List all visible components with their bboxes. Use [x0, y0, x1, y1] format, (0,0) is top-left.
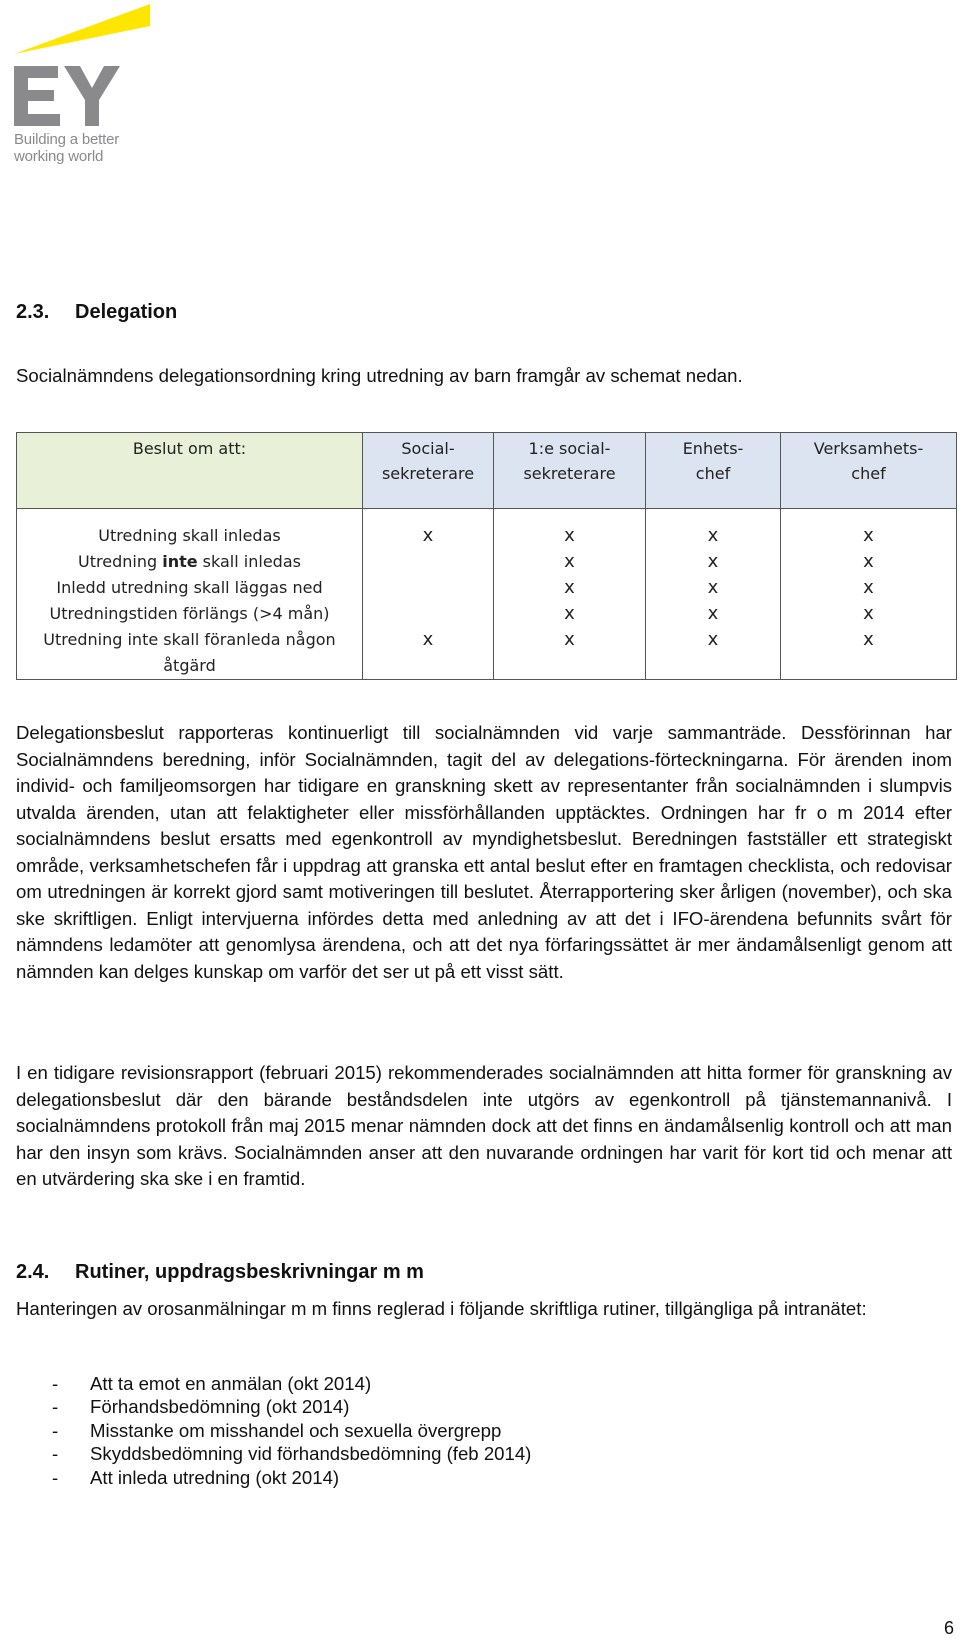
logo-tagline-line2: working world	[14, 148, 104, 165]
rutiner-intro	[16, 1296, 952, 1323]
row-cell: x	[781, 549, 957, 575]
row-cell: x	[646, 509, 781, 550]
page-number: 6	[943, 1618, 954, 1638]
logo-yellow-beam	[14, 4, 150, 54]
list-item: - Att ta emot en anmälan (okt 2014)	[52, 1373, 372, 1394]
row-cell: x	[494, 509, 646, 550]
row-cell: x	[494, 549, 646, 575]
row-cell: x	[646, 601, 781, 627]
section-title: Rutiner, uppdragsbeskrivningar m m	[75, 1261, 424, 1283]
header-decision: Beslut om att:	[17, 433, 363, 509]
row-cell	[363, 575, 494, 601]
table-row	[17, 509, 957, 550]
ey-logo	[14, 4, 164, 174]
section-number: 2.3.	[16, 301, 50, 323]
header-enhetschef: Enhets- chef	[646, 433, 781, 509]
section-heading-rutiner	[16, 1261, 424, 1284]
delegation-intro	[16, 363, 952, 390]
delegation-intro-text: Socialnämndens delegationsordning kring utredning av barn framgår av schemat nedan.	[16, 365, 743, 386]
list-item: - Misstanke om misshandel och sexuella övergrepp	[52, 1419, 502, 1441]
delegation-table	[16, 432, 957, 680]
routine-list	[52, 1372, 531, 1489]
row-cell: x	[781, 601, 957, 627]
row-cell: x	[781, 509, 957, 550]
row-label: Utredning inte skall inledas	[17, 549, 363, 575]
row-cell: x	[363, 627, 494, 680]
row-cell: x	[646, 627, 781, 680]
row-cell: x	[494, 575, 646, 601]
table-row	[17, 601, 957, 627]
table-row	[17, 549, 957, 575]
logo-tagline	[14, 131, 119, 165]
list-item: - Att inleda utredning (okt 2014)	[52, 1466, 340, 1488]
row-label: Utredning skall inledas	[17, 509, 363, 550]
row-cell: x	[646, 575, 781, 601]
row-cell: x	[494, 627, 646, 680]
delegation-paragraph-1	[16, 720, 952, 985]
header-socialsekreterare: Social- sekreterare	[363, 433, 494, 509]
table-header-row	[17, 433, 957, 509]
ey-logo-mark	[14, 4, 164, 129]
row-cell: x	[781, 575, 957, 601]
logo-tagline-line1: Building a better	[14, 131, 120, 148]
list-item: - Förhandsbedömning (okt 2014)	[52, 1396, 350, 1418]
table-row	[17, 575, 957, 601]
delegation-paragraph-2	[16, 1060, 952, 1193]
logo-letter-e	[14, 66, 60, 126]
list-item: - Skyddsbedömning vid förhandsbedömning (feb 2014)	[52, 1443, 532, 1465]
paragraph-text: Hanteringen av orosanmälningar m m finns reglerad i följande skriftliga rutiner, tillgängliga på intranätet:	[16, 1298, 867, 1319]
table-row	[17, 627, 957, 680]
section-number: 2.4.	[16, 1261, 50, 1283]
row-cell	[363, 601, 494, 627]
row-cell: x	[646, 549, 781, 575]
row-label: Utredningstiden förlängs (>4 mån)	[17, 601, 363, 627]
row-cell: x	[781, 627, 957, 680]
row-cell: x	[494, 601, 646, 627]
logo-letter-y	[64, 66, 120, 126]
header-verksamhetschef: Verksamhets- chef	[781, 433, 957, 509]
paragraph-text: Delegationsbeslut rapporteras kontinuerligt till socialnämnden vid varje sammanträde. Dessförinnan har Socialnämndens beredning, inför Socialnämnden, tagit del av delegations-förteckningarna. För ärenden inom individ- och familjeomsorgen har tidigare en granskning skett av representanter från socialnämnden i slumpvis utvalda ärenden, utan att felaktigheter eller missförhållanden upptäcktes. Ordningen har fr o m 2014 efter socialnämndens beslut ersatts med egenkontroll av myndighetsbeslut. Beredningen fastställer ett strategiskt område, verksamhetschefen får i uppdrag att granska ett antal beslut efter en framtagen checklista, och redovisar om utredningen är korrekt gjord samt motiveringen till beslutet. Återrapportering sker årligen (november), och ska ske skriftligen. Enligt intervjuerna infördes detta med anledning av att det i IFO-ärendena befunnits svårt för nämndens ledamöter att genomlysa ärendena, och att det nya förfaringssättet är mer ändamålsenligt genom att nämnden kan delges kunskap om varför det ser ut på ett visst sätt.	[16, 722, 952, 982]
row-label: Utredning inte skall föranleda någon åtgärd	[17, 627, 363, 680]
row-cell: x	[363, 509, 494, 550]
paragraph-text: I en tidigare revisionsrapport (februari 2015) rekommenderades socialnämnden att hitta former för granskning av delegationsbeslut där den bärande beståndsdelen inte utgörs av egenkontroll på tjänstemannanivå. I socialnämndens protokoll från maj 2015 menar nämnden dock att det finns en ändamålsenlig kontroll och att man har den insyn som krävs. Socialnämnden anser att den nuvarande ordningen har varit för kort tid och menar att en utvärdering ska ske i en framtid.	[16, 1062, 952, 1189]
section-title: Delegation	[75, 301, 178, 323]
header-forste-socialsekreterare: 1:e social- sekreterare	[494, 433, 646, 509]
section-heading-delegation	[16, 301, 177, 324]
row-cell	[363, 549, 494, 575]
row-label: Inledd utredning skall läggas ned	[17, 575, 363, 601]
